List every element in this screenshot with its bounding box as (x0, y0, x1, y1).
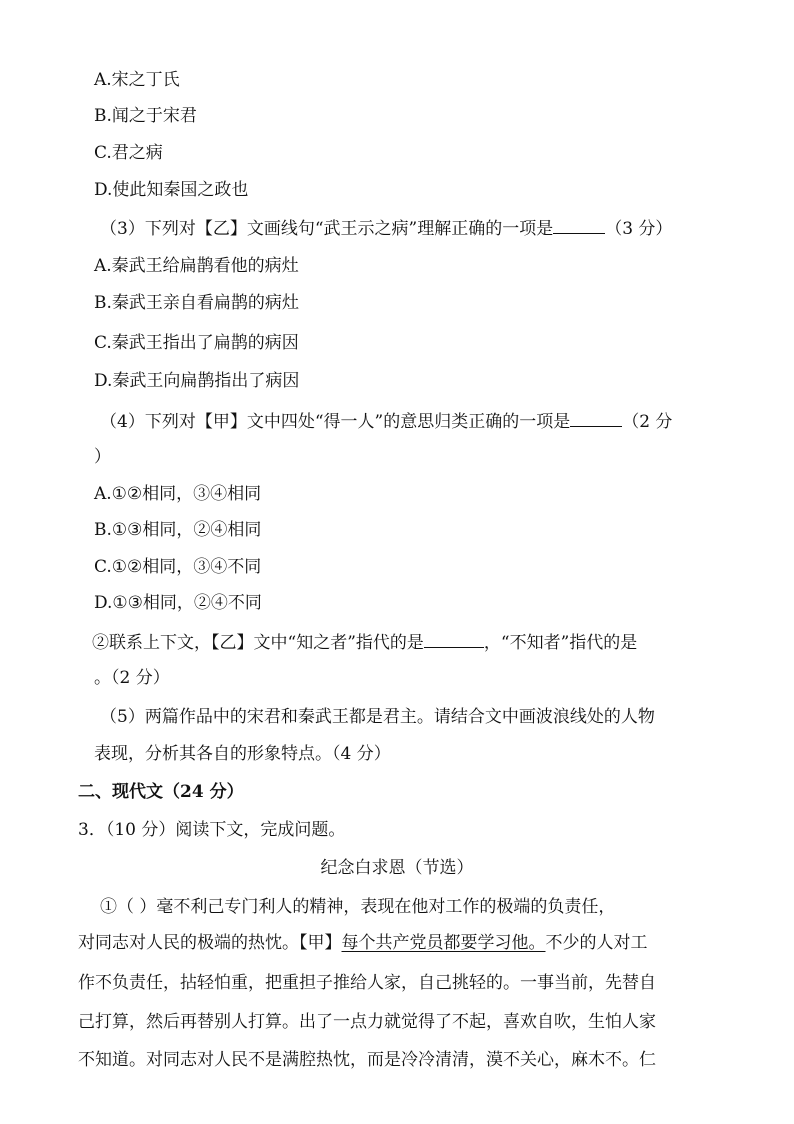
q3-option-a: A.秦武王给扁鹊看他的病灶 (94, 256, 299, 276)
sub2-blank-1[interactable] (424, 629, 484, 648)
q4-option-d: D.①③相同，②④不同 (94, 593, 262, 613)
q4-text: （4）下列对【甲】文中四处“得一人”的意思归类正确的一项是 (100, 412, 571, 432)
sub2-line2: 。（2 分） (94, 668, 170, 688)
q4-option-b: B.①③相同，②④相同 (94, 520, 262, 540)
q3-option-d: D.秦武王向扁鹊指出了病因 (94, 371, 300, 391)
q4-option-a: A.①②相同，③④相同 (94, 484, 262, 504)
para-line-2-a: 对同志对人民的极端的热忱。【甲】 (78, 933, 342, 953)
question-3-intro: 3．（10 分）阅读下文，完成问题。 (78, 820, 346, 840)
q3-option-c: C.秦武王指出了扁鹊的病因 (94, 333, 299, 353)
para-line-2-b: 不少的人对工 (545, 933, 648, 953)
para-line-2 (78, 931, 648, 955)
q4-question (100, 408, 672, 434)
sub2-part2: ，“不知者”指代的是 (483, 633, 638, 653)
q4-close-paren: ） (94, 447, 111, 467)
q3-answer-blank[interactable] (553, 215, 605, 234)
underlined-sentence: 每个共产党员都要学习他。 (341, 933, 546, 953)
q3-text: （3）下列对【乙】文画线句“武王示之病”理解正确的一项是 (100, 219, 554, 239)
para-line-4: 己打算，然后再替别人打算。出了一点力就觉得了不起，喜欢自吹，生怕人家 (78, 1012, 656, 1032)
q2-option-a: A.宋之丁氏 (94, 70, 180, 90)
q4-answer-blank[interactable] (570, 408, 622, 427)
section-2-heading: 二、现代文（24 分） (78, 782, 244, 802)
q4-option-c: C.①②相同，③④不同 (94, 557, 262, 577)
para-line-5: 不知道。对同志对人民不是满腔热忱，而是冷冷清清，漠不关心，麻木不。仁 (78, 1050, 656, 1070)
sub2-part1: ②联系上下文，【乙】文中“知之者”指代的是 (92, 633, 424, 653)
para-line-3: 作不负责任，拈轻怕重，把重担子推给人家，自己挑轻的。一事当前，先替自 (78, 973, 656, 993)
q2-option-b: B.闻之于宋君 (94, 106, 197, 126)
para-line-1: ①（ ）毫不利己专门利人的精神，表现在他对工作的极端的负责任， (100, 897, 616, 917)
q3-score: （3 分） (605, 219, 673, 239)
q3-option-b: B.秦武王亲自看扁鹊的病灶 (94, 293, 299, 313)
q5-line2: 表现，分析其各自的形象特点。（4 分） (94, 744, 391, 764)
article-title: 纪念白求恩（节选） (320, 858, 474, 878)
q2-option-c: C.君之病 (94, 143, 163, 163)
q3-question (100, 215, 672, 241)
sub2-question (92, 629, 637, 655)
q4-score: （2 分 (622, 412, 673, 432)
q2-option-d: D.使此知秦国之政也 (94, 180, 249, 200)
q5-line1: （5）两篇作品中的宋君和秦武王都是君主。请结合文中画波浪线处的人物 (100, 707, 655, 727)
